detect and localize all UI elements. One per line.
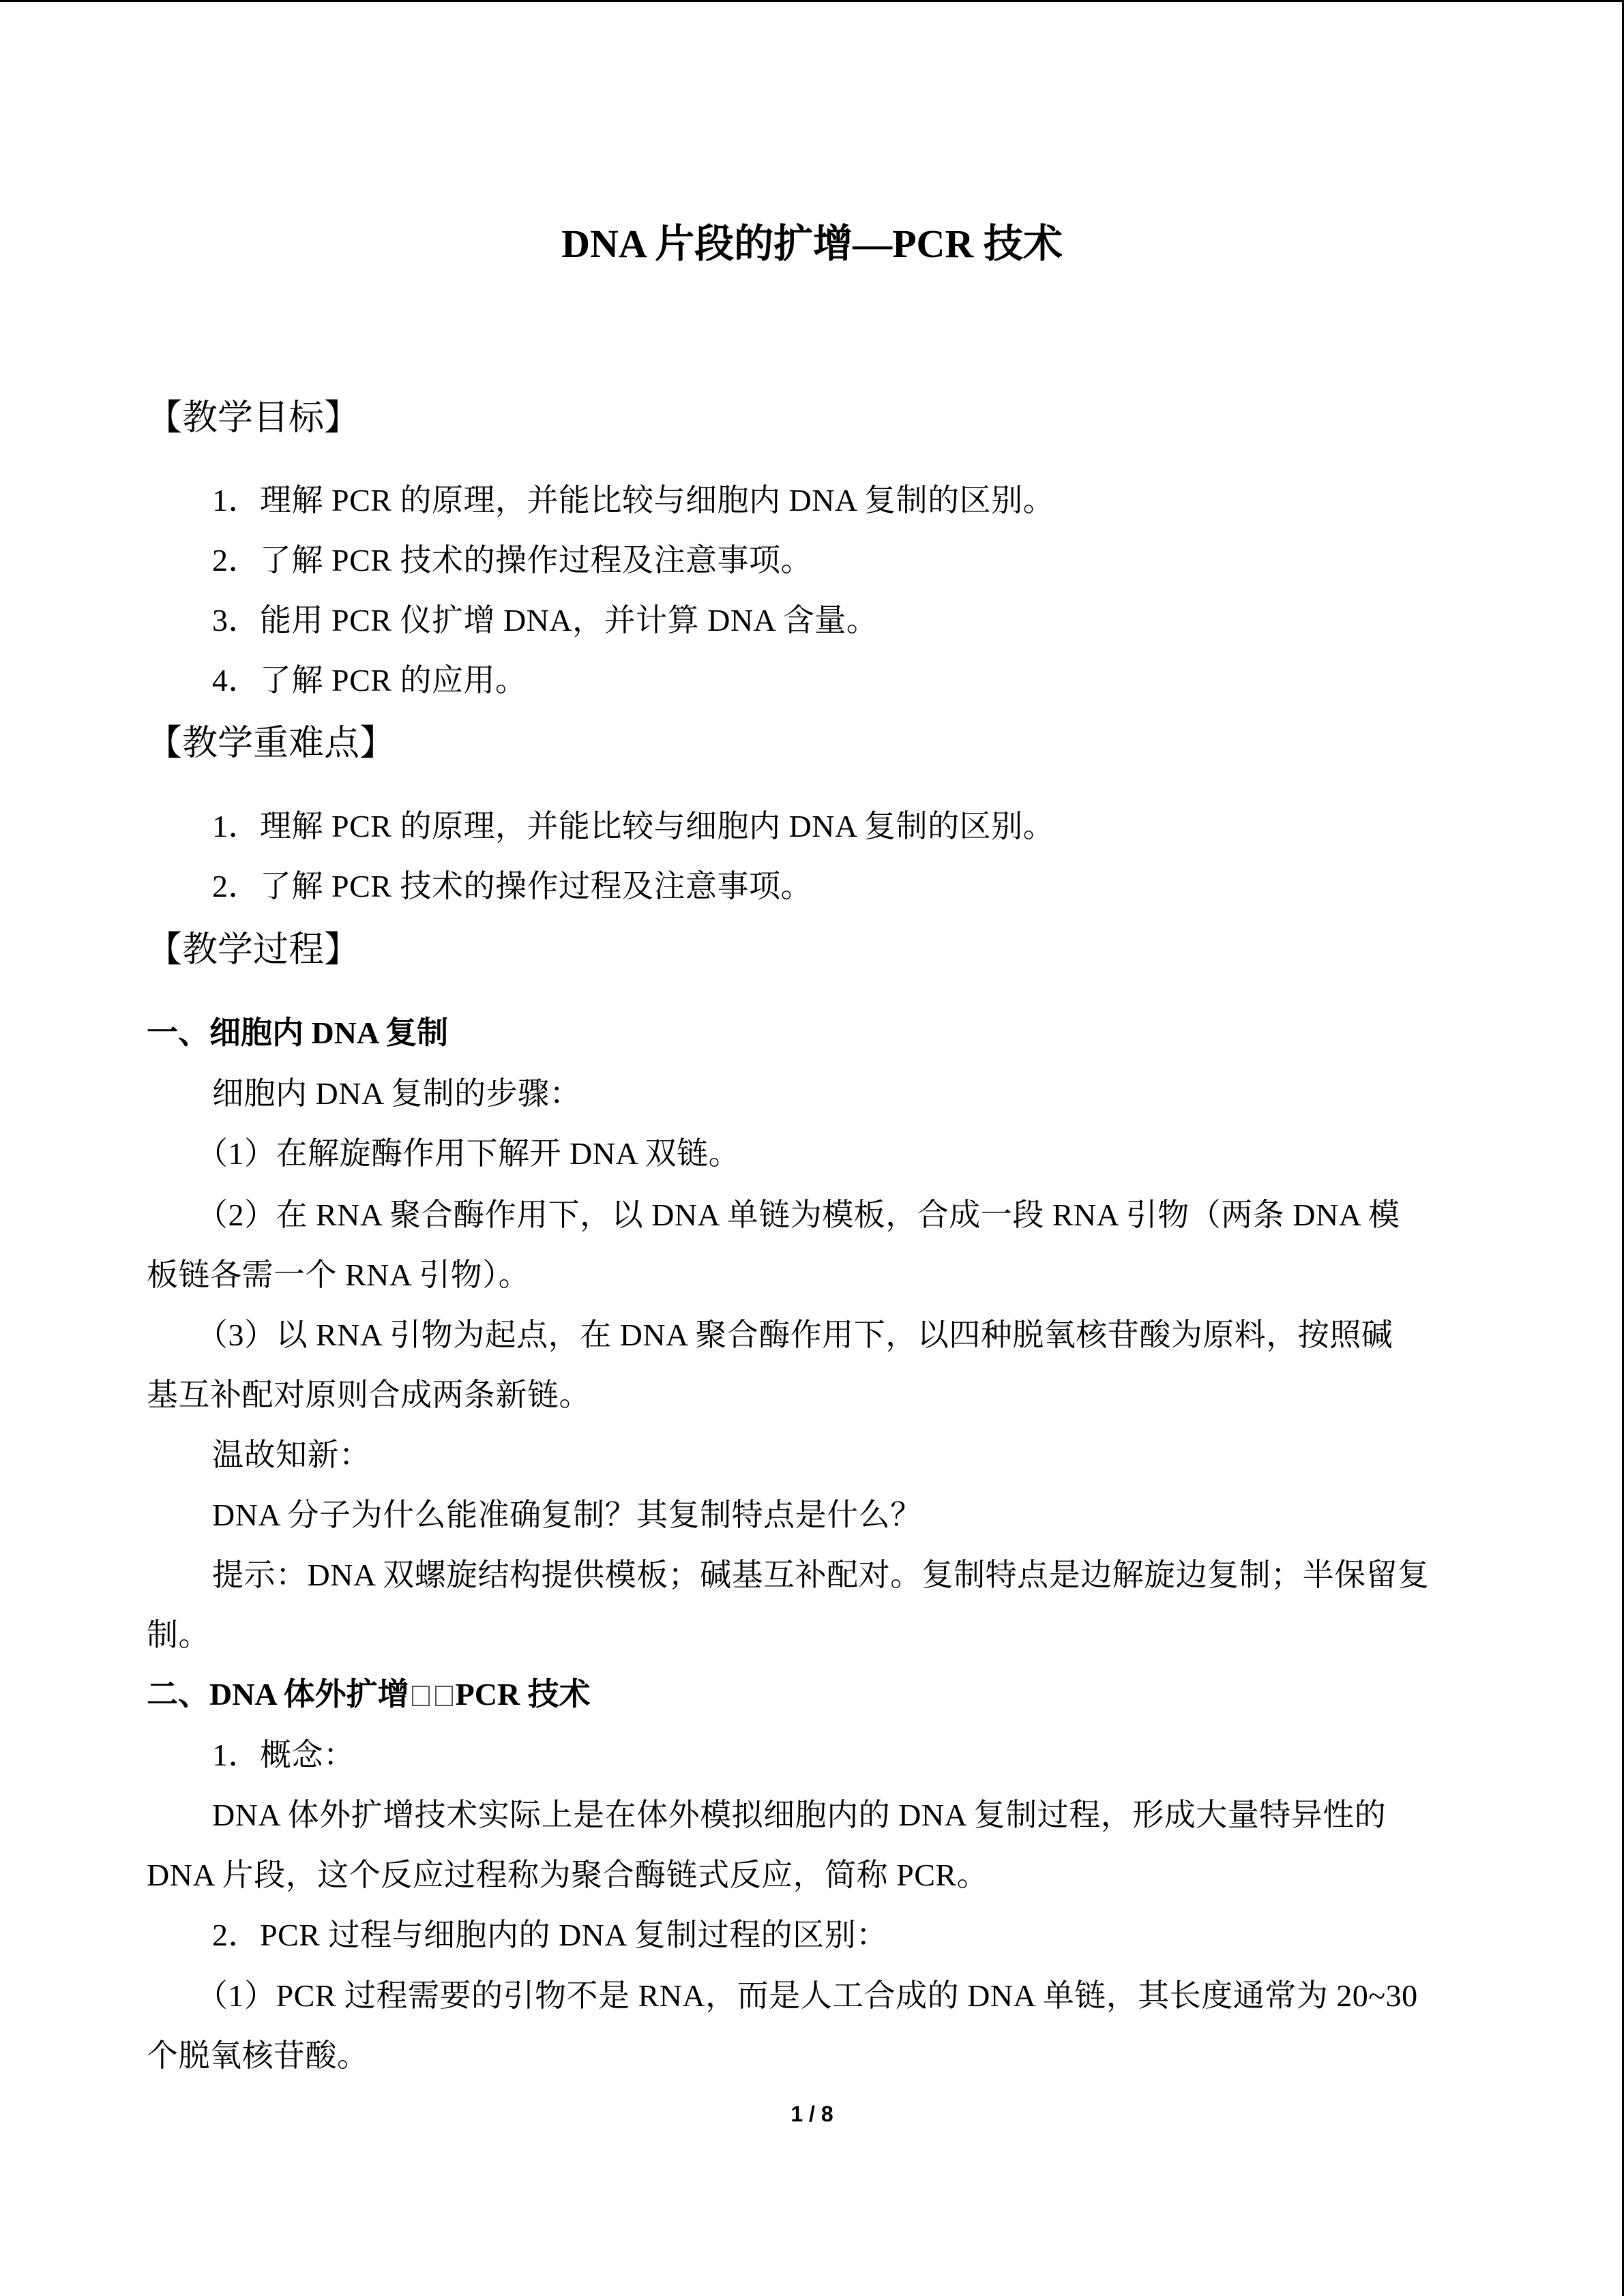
section-heading-key-points: 【教学重难点】 xyxy=(147,723,396,764)
part2-heading-text: 二、DNA 体外扩增 xyxy=(147,1677,409,1712)
page-border-top xyxy=(0,0,1624,2)
part1-heading: 一、细胞内 DNA 复制 xyxy=(147,1015,449,1050)
goal-item: 4．了解 PCR 的应用。 xyxy=(212,663,527,698)
page-number: 1 / 8 xyxy=(791,2102,833,2126)
paragraph-line: 板链各需一个 RNA 引物）。 xyxy=(147,1257,531,1292)
document-title: DNA 片段的扩增—PCR 技术 xyxy=(561,222,1063,266)
paragraph-line: （2）在 RNA 聚合酶作用下，以 DNA 单链为模板，合成一段 RNA 引物（两条 DNA 模 xyxy=(196,1197,1400,1232)
paragraph-line: 1．概念： xyxy=(212,1738,355,1772)
missing-glyph-box-icon xyxy=(412,1686,430,1706)
part2-heading-text: PCR 技术 xyxy=(455,1677,591,1712)
paragraph-line: DNA 片段，这个反应过程称为聚合酶链式反应，简称 PCR。 xyxy=(147,1858,989,1892)
goal-item: 2．了解 PCR 技术的操作过程及注意事项。 xyxy=(212,543,812,578)
paragraph-line: （1）在解旋酶作用下解开 DNA 双链。 xyxy=(196,1136,741,1171)
paragraph-line: DNA 体外扩增技术实际上是在体外模拟细胞内的 DNA 复制过程，形成大量特异性的 xyxy=(212,1798,1387,1832)
goal-item: 1．理解 PCR 的原理，并能比较与细胞内 DNA 复制的区别。 xyxy=(212,483,1055,518)
key-point-item: 1．理解 PCR 的原理，并能比较与细胞内 DNA 复制的区别。 xyxy=(212,809,1055,844)
paragraph-line: 提示：DNA 双螺旋结构提供模板；碱基互补配对。复制特点是边解旋边复制；半保留复 xyxy=(212,1557,1430,1592)
paragraph-line: （3）以 RNA 引物为起点，在 DNA 聚合酶作用下，以四种脱氧核苷酸为原料，按照碱 xyxy=(196,1317,1393,1352)
paragraph-line: 基互补配对原则合成两条新链。 xyxy=(147,1377,591,1412)
paragraph-line: 2．PCR 过程与细胞内的 DNA 复制过程的区别： xyxy=(212,1918,888,1952)
section-heading-process: 【教学过程】 xyxy=(147,929,360,970)
part2-heading xyxy=(147,1669,591,1714)
paragraph-line: DNA 分子为什么能准确复制？其复制特点是什么？ xyxy=(212,1497,922,1532)
paragraph-line: 细胞内 DNA 复制的步骤： xyxy=(212,1076,582,1111)
paragraph-line: 制。 xyxy=(147,1617,210,1652)
paragraph-line: 个脱氧核苷酸。 xyxy=(147,2038,369,2073)
section-heading-goals: 【教学目标】 xyxy=(147,398,360,438)
goal-item: 3．能用 PCR 仪扩增 DNA，并计算 DNA 含量。 xyxy=(212,603,879,638)
paragraph-line: 温故知新： xyxy=(212,1437,371,1472)
missing-glyph-box-icon xyxy=(435,1686,453,1706)
paragraph-line: （1）PCR 过程需要的引物不是 RNA，而是人工合成的 DNA 单链，其长度通常为 20~30 xyxy=(196,1978,1418,2013)
key-point-item: 2．了解 PCR 技术的操作过程及注意事项。 xyxy=(212,869,812,904)
